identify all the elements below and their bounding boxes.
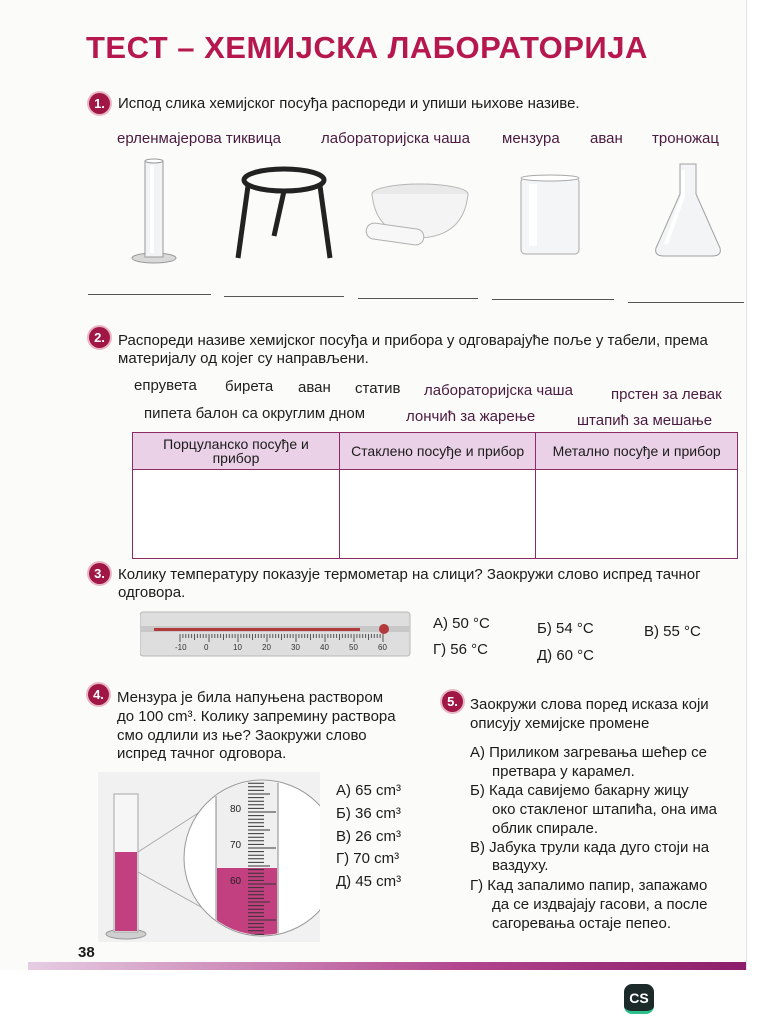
- thermometer-label: 40: [320, 643, 329, 652]
- beaker-image: [515, 172, 585, 258]
- table-cell-metal[interactable]: [536, 470, 738, 559]
- thermometer-label: -10: [175, 643, 187, 652]
- question-4-text-line3: смо одлили из ње? Заокружи слово: [117, 727, 367, 744]
- material-table: [132, 432, 738, 559]
- q1-word-beaker: лабораторијска чаша: [321, 130, 470, 147]
- q2-word-pipette-flask: пипета балон са округлим дном: [144, 405, 366, 422]
- q2-word-burette: бирета: [225, 378, 274, 395]
- q2-word-mortar: аван: [298, 379, 331, 396]
- answer-line-5[interactable]: [628, 302, 744, 303]
- question-2-text-line1: Распореди називе хемијског посуђа и прибора у одговарајуће поље у табели, према: [118, 332, 708, 349]
- question-2-text-line2: материјалу од којег су направљени.: [118, 350, 369, 367]
- mortar-and-pestle-image: [358, 180, 483, 250]
- erlenmeyer-flask-image: [652, 160, 724, 260]
- q4-option-e[interactable]: Д) 45 cm³: [336, 873, 402, 890]
- thermometer-label: 0: [204, 643, 209, 652]
- bottom-decorative-band: [28, 962, 746, 970]
- q5-statement-d-line1[interactable]: Г) Кад запалимо папир, запажамо: [470, 877, 708, 894]
- table-header-porcelain: Порцуланско посуђе и прибор: [133, 433, 340, 470]
- question-4-text-line2: до 100 cm³. Колику запремину раствора: [117, 708, 396, 725]
- thermometer-label: 30: [291, 643, 300, 652]
- q1-word-cylinder: мензура: [502, 130, 560, 147]
- thermometer-label: 50: [349, 643, 358, 652]
- question-1-number: 1.: [89, 93, 110, 114]
- table-header-metal: Метално посуђе и прибор: [536, 433, 738, 470]
- q4-option-d[interactable]: Г) 70 cm³: [336, 850, 400, 867]
- thermometer-label: 20: [262, 643, 271, 652]
- q2-word-funnel-ring: прстен за левак: [611, 386, 722, 403]
- q5-statement-c-line2: ваздуху.: [492, 857, 549, 874]
- q3-option-a[interactable]: А) 50 °C: [433, 615, 490, 632]
- q5-statement-a-line2: претвара у карамел.: [492, 763, 635, 780]
- q4-option-b[interactable]: Б) 36 cm³: [336, 805, 401, 822]
- question-4-text-line4: испред тачног одговора.: [117, 745, 287, 762]
- question-4-number: 4.: [88, 684, 109, 705]
- cylinder-mark-80: 80: [230, 804, 242, 815]
- thermometer-label: 10: [233, 643, 242, 652]
- q2-word-test-tube: епрувета: [134, 377, 197, 394]
- q5-statement-a-line1[interactable]: А) Приликом загревања шећер се: [470, 744, 707, 761]
- table-header-glass: Стаклено посуђе и прибор: [339, 433, 535, 470]
- question-5-number: 5.: [442, 691, 463, 712]
- answer-line-4[interactable]: [492, 299, 614, 300]
- table-cell-porcelain[interactable]: [133, 470, 340, 559]
- q5-statement-d-line2: да се издвајају гасови, а после: [492, 896, 708, 913]
- question-2-number: 2.: [89, 327, 110, 348]
- q1-word-mortar: аван: [590, 130, 623, 147]
- question-3-text-line2: одговора.: [118, 584, 186, 601]
- cylinder-mark-60: 60: [230, 876, 242, 887]
- q3-option-b[interactable]: Б) 54 °C: [537, 620, 594, 637]
- table-cell-glass[interactable]: [339, 470, 535, 559]
- measuring-cylinder-image: [98, 772, 320, 942]
- q2-word-stand: статив: [355, 380, 401, 397]
- q4-option-a[interactable]: А) 65 cm³: [336, 782, 402, 799]
- q3-option-d[interactable]: Г) 56 °C: [433, 641, 488, 658]
- q2-word-lab-beaker: лабораторијска чаша: [424, 382, 573, 399]
- question-4-text-line1: Мензура је била напуњена раствором: [117, 689, 384, 706]
- q2-word-stirring-rod: штапић за мешање: [577, 412, 713, 429]
- page-title: ТЕСТ – ХЕМИЈСКА ЛАБОРАТОРИЈА: [86, 30, 648, 65]
- q1-word-tripod: троножац: [652, 130, 719, 147]
- question-5-text-line1: Заокружи слова поред исказа који: [470, 696, 709, 713]
- question-1-text: Испод слика хемијског посуђа распореди и упиши њихове називе.: [118, 95, 580, 112]
- q5-statement-b-line3: облик спирале.: [492, 820, 599, 837]
- thermometer-image: [140, 610, 412, 660]
- q5-statement-b-line2: око стакленог штапића, она има: [492, 801, 717, 818]
- answer-line-3[interactable]: [358, 298, 478, 299]
- q5-statement-b-line1[interactable]: Б) Када савијемо бакарну жицу: [470, 782, 689, 799]
- answer-line-2[interactable]: [224, 296, 344, 297]
- camscanner-logo: CS: [624, 984, 654, 1014]
- question-5-text-line2: описују хемијске промене: [470, 715, 650, 732]
- question-3-text-line1: Колику температуру показује термометар на слици? Заокружи слово испред тачног: [118, 566, 701, 583]
- tripod-image: [228, 160, 340, 268]
- q5-statement-c-line1[interactable]: В) Јабука трули када дуго стоји на: [470, 839, 710, 856]
- answer-line-1[interactable]: [88, 294, 211, 295]
- page-number: 38: [78, 944, 95, 961]
- q3-option-e[interactable]: Д) 60 °C: [537, 647, 595, 664]
- q2-word-crucible: лончић за жарење: [406, 408, 536, 425]
- q4-option-c[interactable]: В) 26 cm³: [336, 828, 402, 845]
- thermometer-label: 60: [378, 643, 387, 652]
- cylinder-mark-70: 70: [230, 840, 242, 851]
- graduated-cylinder-image: [128, 155, 180, 267]
- q1-word-erlenmeyer: ерленмајерова тиквица: [117, 130, 281, 147]
- q5-statement-d-line3: сагоревања остаје пепео.: [492, 915, 672, 932]
- q3-option-c[interactable]: В) 55 °C: [644, 623, 701, 640]
- question-3-number: 3.: [89, 563, 110, 584]
